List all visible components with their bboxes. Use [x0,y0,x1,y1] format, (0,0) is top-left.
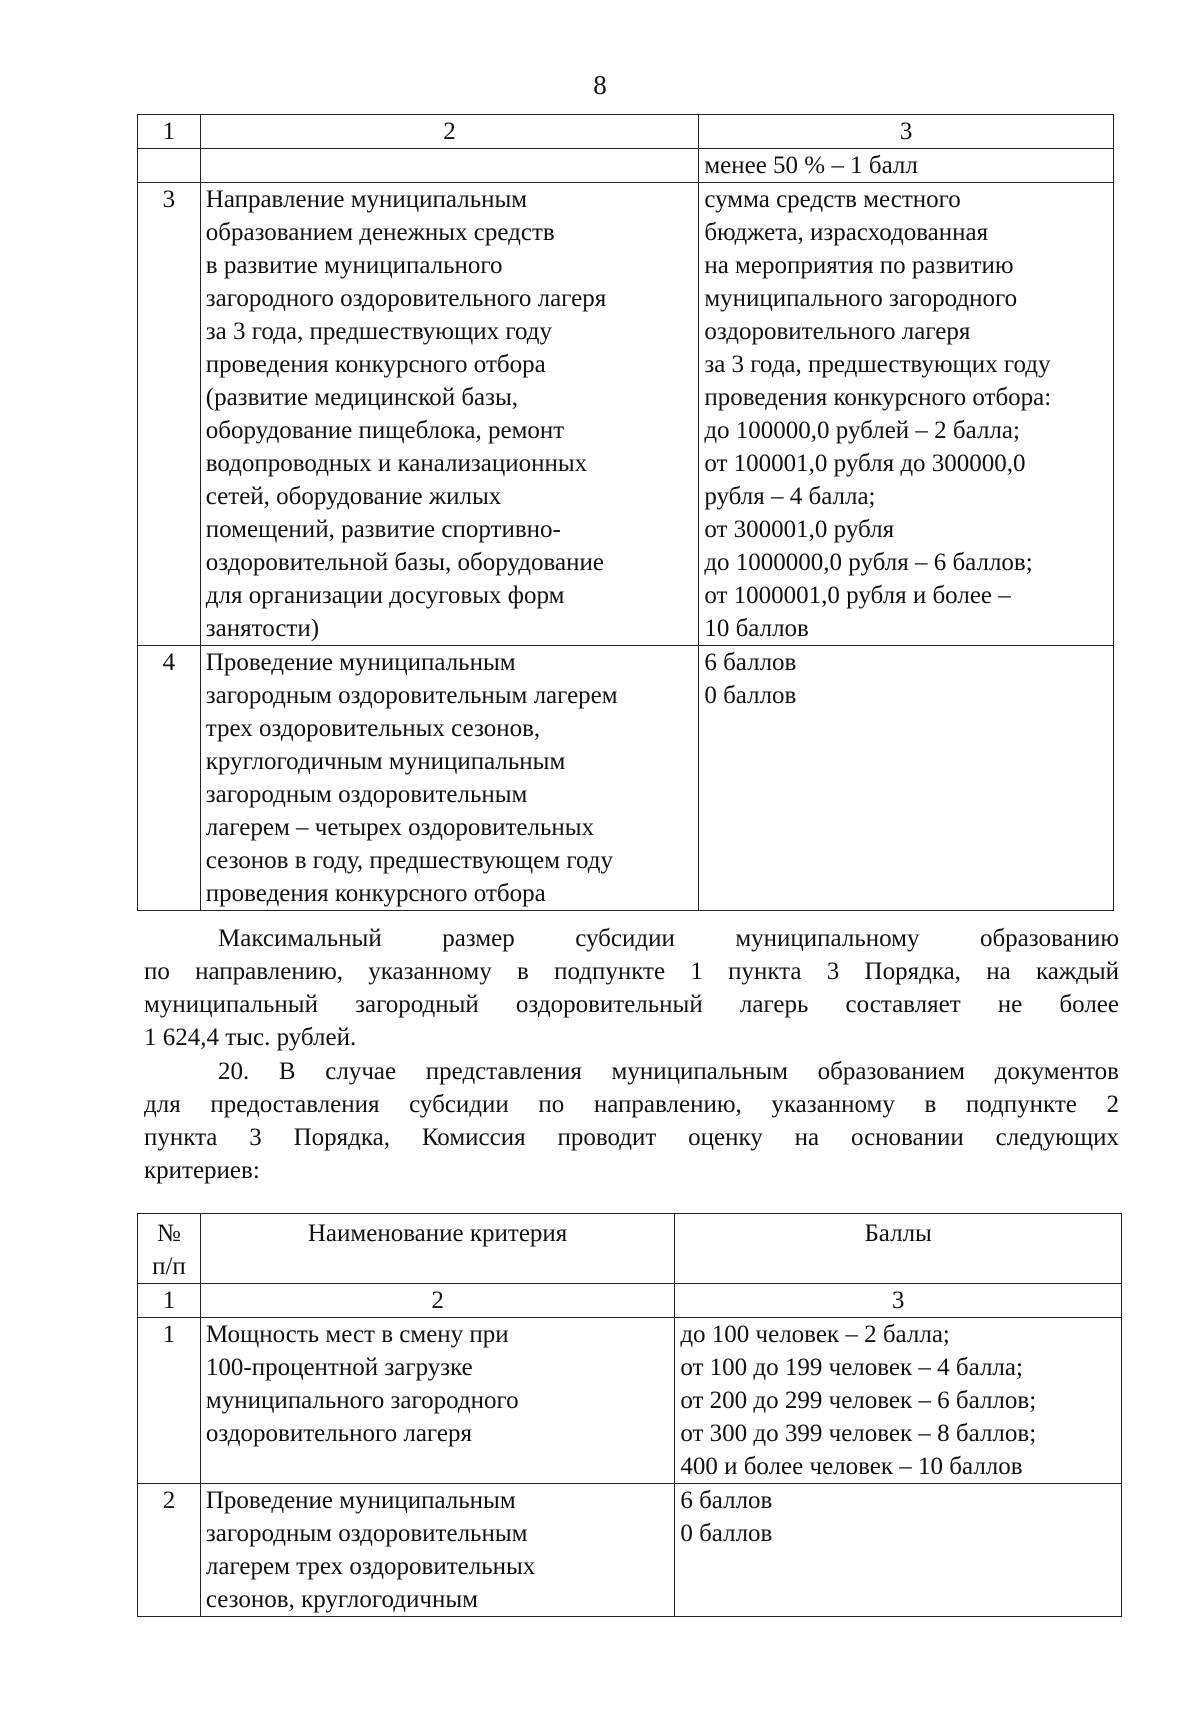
criterion-line: Проведение муниципальным [205,1487,516,1514]
points-cell [675,1484,1122,1617]
paragraph-line: муниципальный загородный оздоровительный лагерь составляет не более [144,991,1119,1018]
criterion-line: трех оздоровительных сезонов, [205,715,541,742]
criterion-line: (развитие медицинской базы, [205,384,519,411]
table-row [138,1318,1122,1484]
table-header-row [138,115,1114,149]
criterion-line: круглогодичным муниципальным [205,748,566,775]
criterion-line: сезонов, круглогодичным [205,1586,478,1613]
page-number: 8 [593,70,607,100]
points-line: рубля – 4 балла; [704,483,876,510]
paragraph-line: 1 624,4 тыс. рублей. [144,1024,357,1051]
points-line: менее 50 % – 1 балл [704,152,918,179]
points-line: за 3 года, предшествующих году [704,351,1051,378]
points-line: от 300 до 399 человек – 8 баллов; [680,1420,1037,1447]
criterion-line: для организации досуговых форм [205,582,565,609]
criterion-line: помещений, развитие спортивно- [205,516,561,543]
points-line: сумма средств местного [704,186,961,213]
points-line: от 100 до 199 человек – 4 балла; [680,1354,1023,1381]
criterion-line: сезонов в году, предшествующем году [205,847,613,874]
table-header-row [138,1214,1122,1284]
points-line: 0 баллов [704,682,797,709]
column-number-2: 2 [200,1284,674,1318]
criterion-line: Проведение муниципальным [205,649,516,676]
paragraph-line: критериев: [144,1157,260,1184]
points-line: муниципального загородного [704,285,1018,312]
criterion-line: образованием денежных средств [205,219,555,246]
points-line: до 1000000,0 рубля – 6 баллов; [704,549,1033,576]
criterion-line: загородным оздоровительным [205,781,528,808]
points-line: 10 баллов [704,615,809,642]
criterion-line: загородным оздоровительным [205,1520,528,1547]
paragraph-line: по направлению, указанному в подпункте 1 пункта 3 Порядка, на каждый [144,958,1119,985]
points-line: оздоровительного лагеря [704,318,971,345]
criterion-line: загородного оздоровительного лагеря [205,285,607,312]
row-number: 4 [138,646,201,911]
row-number: 1 [138,1318,201,1484]
criterion-line: водопроводных и канализационных [205,450,588,477]
header-number-line: № [157,1220,181,1247]
criterion-line: занятости) [205,615,320,642]
header-points: Баллы [675,1214,1122,1284]
criterion-line: муниципального загородного [205,1387,519,1414]
header-number [138,1214,201,1284]
points-line: от 300001,0 рубля [704,516,895,543]
row-number: 2 [138,1484,201,1617]
criterion-line: оздоровительного лагеря [205,1420,472,1447]
points-line: от 1000001,0 рубля и более – [704,582,1011,609]
points-cell [675,1318,1122,1484]
row-number [138,149,201,183]
points-line: от 100001,0 рубля до 300000,0 [704,450,1026,477]
criterion-line: проведения конкурсного отбора [205,880,546,907]
points-line: 0 баллов [680,1520,773,1547]
table-row [138,183,1114,646]
criterion-line: проведения конкурсного отбора [205,351,546,378]
table-column-numbers-row [138,1284,1122,1318]
paragraph-max-subsidy [144,922,1119,1054]
points-cell [699,183,1114,646]
table-row [138,1484,1122,1617]
points-line: 400 и более человек – 10 баллов [680,1453,1023,1480]
criterion-cell [200,1318,674,1484]
criterion-line: оздоровительной базы, оборудование [205,549,604,576]
header-criterion: Наименование критерия [200,1214,674,1284]
criteria-table-continued [137,114,1114,911]
points-line: бюджета, израсходованная [704,219,989,246]
criteria-table [137,1213,1122,1617]
points-line: проведения конкурсного отбора: [704,384,1052,411]
criterion-cell [200,646,699,911]
points-line: на мероприятия по развитию [704,252,1014,279]
criterion-line: лагерем трех оздоровительных [205,1553,536,1580]
criterion-cell [200,183,699,646]
table-row [138,149,1114,183]
column-number-3: 3 [699,115,1114,149]
paragraph-20 [144,1055,1119,1187]
header-number-line: п/п [152,1253,186,1280]
criterion-line: за 3 года, предшествующих году [205,318,552,345]
criterion-line: 100-процентной загрузке [205,1354,473,1381]
criterion-cell [200,149,699,183]
points-line: от 200 до 299 человек – 6 баллов; [680,1387,1037,1414]
paragraph-line: 20. В случае представления муниципальным образованием документов [218,1058,1119,1085]
points-line: до 100 человек – 2 балла; [680,1321,950,1348]
paragraph-line: Максимальный размер субсидии муниципальному образованию [218,925,1119,952]
points-line: 6 баллов [680,1487,773,1514]
column-number-1: 1 [138,115,201,149]
criterion-line: лагерем – четырех оздоровительных [205,814,595,841]
criterion-line: в развитие муниципального [205,252,503,279]
column-number-3: 3 [675,1284,1122,1318]
points-cell [699,149,1114,183]
criterion-cell [200,1484,674,1617]
points-line: 6 баллов [704,649,797,676]
points-line: до 100000,0 рублей – 2 балла; [704,417,1020,444]
criterion-line: Мощность мест в смену при [205,1321,509,1348]
row-number: 3 [138,183,201,646]
paragraph-line: пункта 3 Порядка, Комиссия проводит оценку на основании следующих [144,1124,1119,1151]
paragraph-line: для предоставления субсидии по направлению, указанному в подпункте 2 [144,1091,1119,1118]
column-number-1: 1 [138,1284,201,1318]
points-cell [699,646,1114,911]
column-number-2: 2 [200,115,699,149]
criterion-line: Направление муниципальным [205,186,528,213]
criterion-line: сетей, оборудование жилых [205,483,502,510]
criterion-line: оборудование пищеблока, ремонт [205,417,565,444]
criterion-line: загородным оздоровительным лагерем [205,682,618,709]
table-row [138,646,1114,911]
